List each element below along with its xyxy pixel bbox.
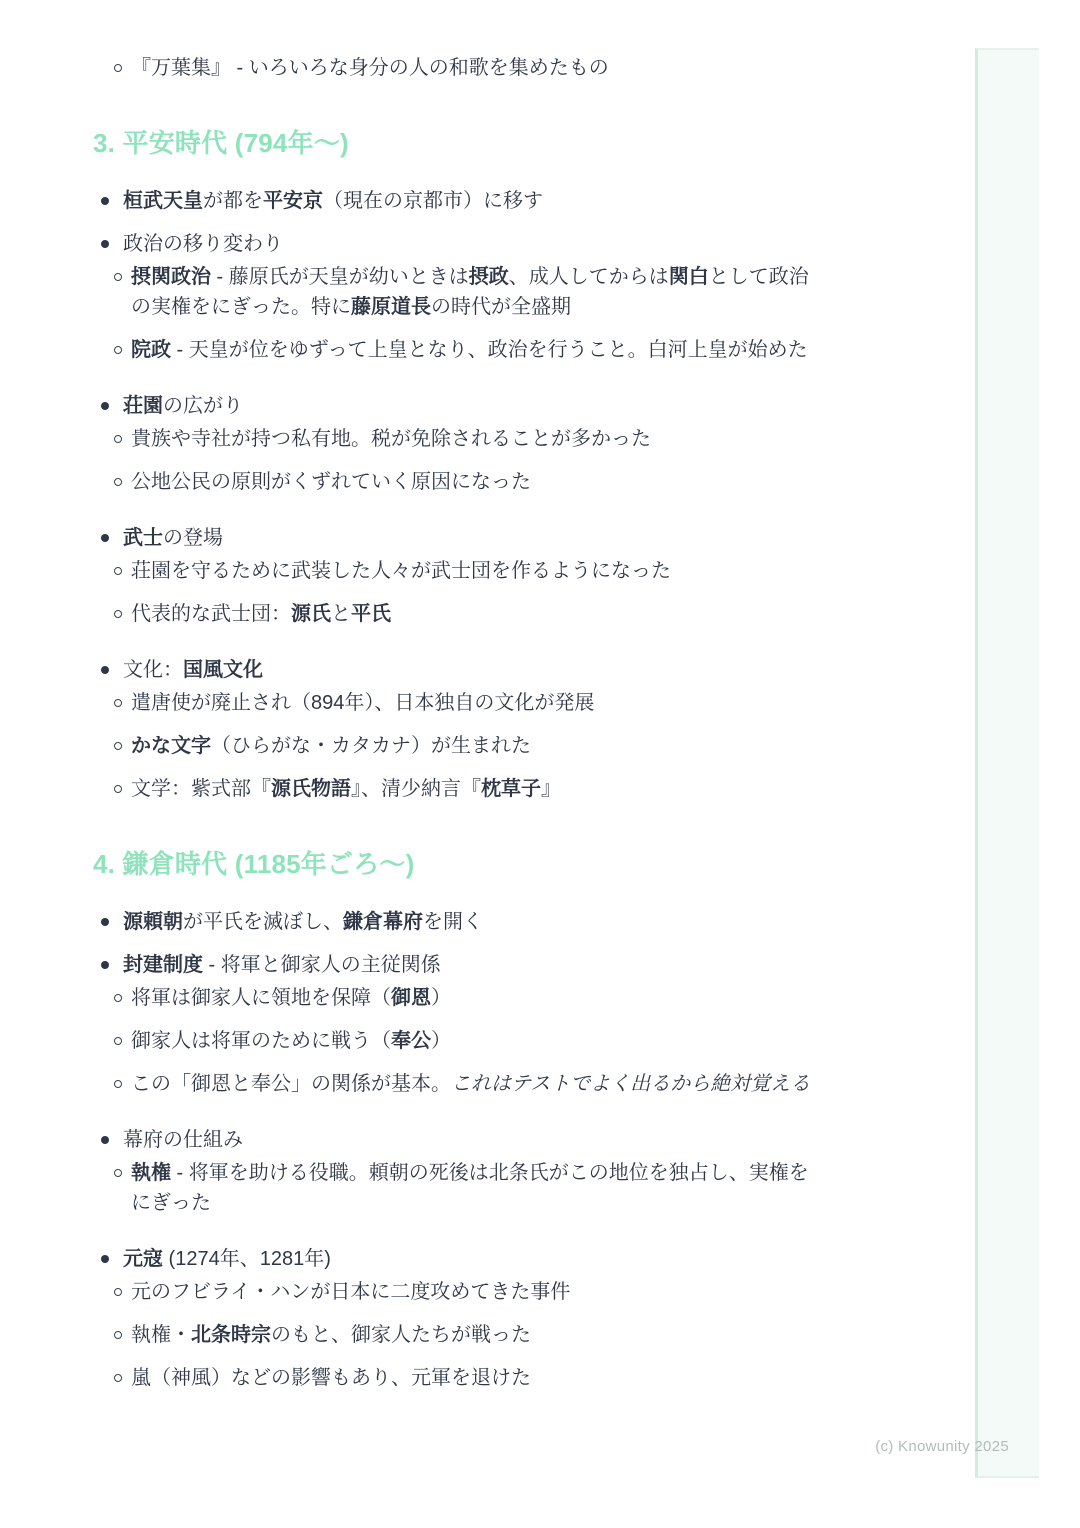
bold-text-run: 関白 — [668, 266, 709, 288]
bullet-dot-icon — [101, 1255, 109, 1263]
list-item — [93, 53, 820, 83]
text-run: のもと、御家人たちが戦った — [271, 1324, 531, 1346]
text-run: の広がり — [163, 395, 243, 417]
text-run: 『万葉集』 - いろいろな身分の人の和歌を集めたもの — [131, 57, 609, 79]
bold-text-run: 桓武天皇 — [123, 190, 203, 212]
bullet-dot-icon — [101, 918, 109, 926]
bullet-dot-icon — [101, 197, 109, 205]
text-run: として政治の実権をにぎった。特に — [131, 266, 809, 318]
bullet-circle-icon — [114, 1037, 122, 1045]
text-run: 執権・ — [131, 1324, 191, 1346]
bold-text-run: 武士 — [123, 527, 163, 549]
bullet-circle-icon — [114, 610, 122, 618]
list-item — [93, 983, 820, 1013]
text-run: ） — [431, 1030, 451, 1052]
text-run: 』、清少納言『 — [351, 778, 481, 800]
text-run: 文学：紫式部『 — [131, 778, 271, 800]
text-run: 嵐（神風）などの影響もあり、元軍を退けた — [131, 1367, 531, 1389]
bold-text-run: 御恩 — [391, 987, 431, 1009]
bullet-circle-icon — [114, 699, 122, 707]
notes-content — [93, 53, 820, 1393]
text-run: 、成人してからは — [508, 266, 669, 288]
list-item — [93, 467, 820, 497]
list-item — [93, 424, 820, 454]
list-item — [93, 950, 820, 980]
list-item — [93, 1069, 820, 1099]
bold-text-run: 執権 — [131, 1162, 171, 1184]
text-run: と — [331, 603, 351, 625]
bullet-dot-icon — [101, 1136, 109, 1144]
italic-text-run: これはテストでよく出るから絶対覚える — [451, 1073, 811, 1095]
list-item — [93, 335, 820, 365]
bold-text-run: 元寇 — [123, 1248, 163, 1270]
text-run: 文化： — [123, 659, 183, 681]
list-item — [93, 1363, 820, 1393]
text-run: 代表的な武士団： — [131, 603, 291, 625]
list-item — [93, 391, 820, 421]
list-item — [93, 655, 820, 685]
bullet-dot-icon — [101, 666, 109, 674]
bullet-circle-icon — [114, 1374, 122, 1382]
text-run: （ひらがな・カタカナ）が生まれた — [211, 735, 531, 757]
bold-text-run: 枕草子 — [481, 778, 541, 800]
text-run: の登場 — [163, 527, 223, 549]
text-run: (1274年、1281年) — [163, 1248, 331, 1270]
text-run: ） — [431, 987, 451, 1009]
section-heading: 4. 鎌倉時代 (1185年ごろ〜) — [93, 849, 415, 879]
bold-text-run: 奉公 — [391, 1030, 431, 1052]
bold-text-run: 源氏物語 — [271, 778, 351, 800]
list-item — [93, 229, 820, 259]
bullet-list — [93, 186, 820, 804]
text-run: 政治の移り変わり — [123, 233, 283, 255]
bullet-list — [93, 907, 820, 1393]
bullet-dot-icon — [101, 240, 109, 248]
bullet-circle-icon — [114, 785, 122, 793]
bullet-dot-icon — [101, 402, 109, 410]
text-run: の時代が全盛期 — [431, 296, 571, 318]
list-item — [93, 774, 820, 804]
bold-text-run: 源頼朝 — [123, 911, 183, 933]
text-run: 荘園を守るために武装した人々が武士団を作るようになった — [131, 560, 671, 582]
text-run: が都を — [203, 190, 263, 212]
list-item — [93, 599, 820, 629]
bullet-circle-icon — [114, 64, 122, 72]
list-item — [93, 523, 820, 553]
bullet-circle-icon — [114, 742, 122, 750]
bold-text-run: 摂関政治 — [131, 266, 211, 288]
bullet-circle-icon — [114, 567, 122, 575]
bold-text-run: 平氏 — [351, 603, 391, 625]
bold-text-run: 摂政 — [468, 266, 509, 288]
list-item — [93, 1125, 820, 1155]
bullet-circle-icon — [114, 346, 122, 354]
bullet-circle-icon — [114, 273, 122, 281]
bold-text-run: 北条時宗 — [191, 1324, 271, 1346]
bullet-list — [93, 53, 820, 83]
list-item — [93, 1244, 820, 1274]
bullet-circle-icon — [114, 478, 122, 486]
bold-text-run: 鎌倉幕府 — [343, 911, 423, 933]
text-run: この「御恩と奉公」の関係が基本。 — [131, 1073, 451, 1095]
text-run: - 天皇が位をゆずって上皇となり、政治を行うこと。白河上皇が始めた — [171, 339, 808, 361]
text-run: （現在の京都市）に移す — [323, 190, 543, 212]
bold-text-run: 藤原道長 — [351, 296, 431, 318]
section-heading: 3. 平安時代 (794年〜) — [93, 128, 349, 158]
list-item — [93, 688, 820, 718]
list-item — [93, 907, 820, 937]
text-run: 幕府の仕組み — [123, 1129, 243, 1151]
bullet-circle-icon — [114, 1288, 122, 1296]
bold-text-run: かな文字 — [131, 735, 211, 757]
bullet-dot-icon — [101, 961, 109, 969]
text-run: 貴族や寺社が持つ私有地。税が免除されることが多かった — [131, 428, 651, 450]
list-item — [93, 1158, 820, 1218]
text-run: 遣唐使が廃止され（894年）、日本独自の文化が発展 — [131, 692, 595, 714]
text-run: - 将軍を助ける役職。頼朝の死後は北条氏がこの地位を独占し、実権をにぎった — [131, 1162, 809, 1214]
text-run: 元のフビライ・ハンが日本に二度攻めてきた事件 — [131, 1281, 571, 1303]
text-run: - 藤原氏が天皇が幼いときは — [211, 266, 469, 288]
bullet-dot-icon — [101, 534, 109, 542]
bold-text-run: 院政 — [131, 339, 171, 361]
document-page — [93, 53, 820, 1393]
text-run: 御家人は将軍のために戦う（ — [131, 1030, 391, 1052]
bold-text-run: 国風文化 — [183, 659, 263, 681]
text-run: - 将軍と御家人の主従関係 — [203, 954, 441, 976]
list-item — [93, 556, 820, 586]
bullet-circle-icon — [114, 1080, 122, 1088]
list-item — [93, 1026, 820, 1056]
text-run: 』 — [541, 778, 561, 800]
bullet-circle-icon — [114, 1331, 122, 1339]
text-run: 公地公民の原則がくずれていく原因になった — [131, 471, 531, 493]
bold-text-run: 荘園 — [123, 395, 163, 417]
bold-text-run: 平安京 — [263, 190, 323, 212]
text-run: 将軍は御家人に領地を保障（ — [131, 987, 391, 1009]
bullet-circle-icon — [114, 994, 122, 1002]
text-run: を開く — [423, 911, 483, 933]
bullet-circle-icon — [114, 435, 122, 443]
list-item — [93, 262, 820, 322]
bullet-circle-icon — [114, 1169, 122, 1177]
list-item — [93, 1277, 820, 1307]
list-item — [93, 186, 820, 216]
list-item — [93, 1320, 820, 1350]
text-run: が平氏を滅ぼし、 — [183, 911, 343, 933]
list-item — [93, 731, 820, 761]
side-highlight-bar — [975, 48, 1039, 1478]
copyright-footer: (c) Knowunity 2025 — [875, 1438, 1009, 1455]
bold-text-run: 源氏 — [291, 603, 331, 625]
bold-text-run: 封建制度 — [123, 954, 203, 976]
